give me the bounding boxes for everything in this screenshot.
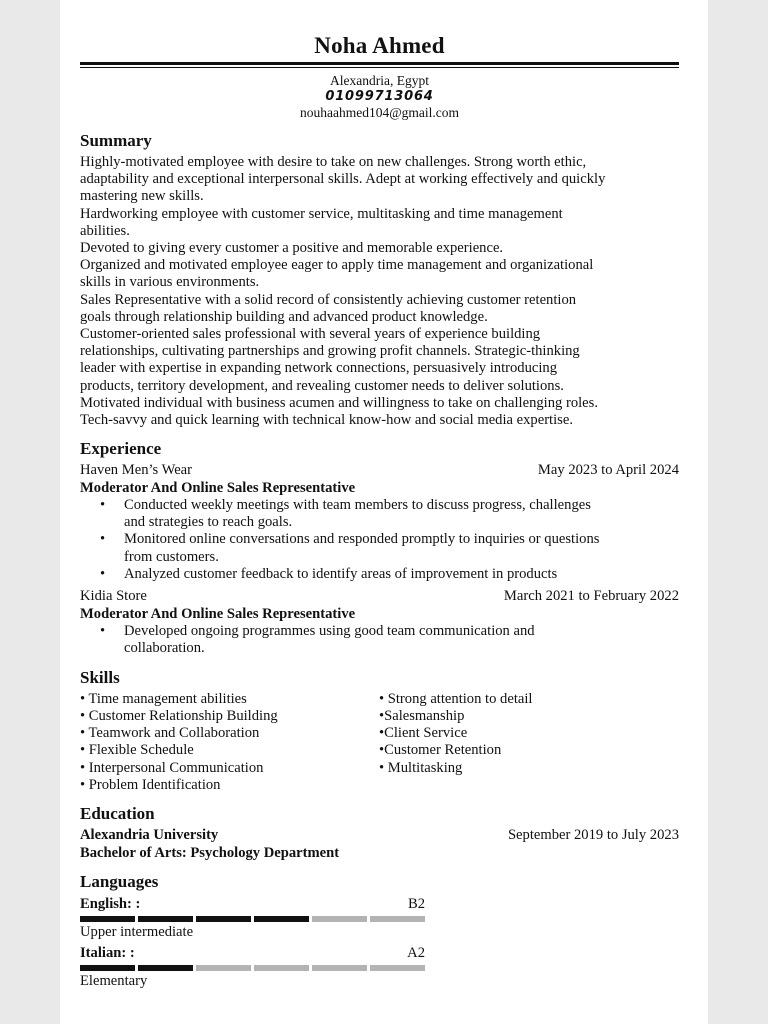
language-level: B2 xyxy=(407,895,425,912)
summary-line: Customer-oriented sales professional with several years of experience building xyxy=(80,326,541,343)
job-entry xyxy=(80,588,679,657)
job-header xyxy=(80,462,679,479)
language-name: Italian: : xyxy=(80,944,135,961)
skills-grid xyxy=(80,691,679,795)
job-company: Haven Men’s Wear xyxy=(80,462,193,479)
language-name: English: : xyxy=(80,895,141,912)
proficiency-segment-filled xyxy=(254,916,309,922)
skill-item: • Time management abilities xyxy=(80,690,247,707)
job-role: Moderator And Online Sales Representative xyxy=(80,479,356,496)
summary-line: adaptability and exceptional interpersonal skills. Adept at working effectively and quickly xyxy=(80,171,606,188)
summary-line: Hardworking employee with customer service, multitasking and time management xyxy=(80,205,563,222)
summary-line: Tech-savvy and quick learning with technical know-how and social media expertise. xyxy=(80,412,573,429)
proficiency-segment-empty xyxy=(312,965,367,971)
language-proficiency-bar xyxy=(80,965,425,971)
skill-item: • Problem Identification xyxy=(80,777,221,793)
summary-line: skills in various environments. xyxy=(80,274,260,291)
summary-line: Devoted to giving every customer a positive and memorable experience. xyxy=(80,240,504,257)
education-dates: September 2019 to July 2023 xyxy=(507,827,679,844)
language-proficiency-bar xyxy=(80,916,425,922)
candidate-name: Noha Ahmed xyxy=(314,33,445,58)
bullet-line: Developed ongoing programmes using good team communication and xyxy=(124,622,535,639)
summary-line: leader with expertise in expanding network connections, persuasively introducing xyxy=(80,360,557,377)
language-header xyxy=(80,945,425,962)
header-rule-thin xyxy=(80,67,679,68)
proficiency-segment-filled xyxy=(196,916,251,922)
skill-item: •Client Service xyxy=(379,725,468,742)
language-entry xyxy=(80,896,425,941)
proficiency-segment-empty xyxy=(254,965,309,971)
bullet-dot-icon: • xyxy=(100,531,106,548)
proficiency-segment-filled xyxy=(138,916,193,922)
summary-heading: Summary xyxy=(80,131,152,150)
skill-item: • Interpersonal Communication xyxy=(80,759,264,776)
education-degree: Bachelor of Arts: Psychology Department xyxy=(80,844,340,861)
job-header xyxy=(80,588,679,605)
proficiency-segment-empty xyxy=(196,965,251,971)
proficiency-segment-filled xyxy=(138,965,193,971)
job-company: Kidia Store xyxy=(80,588,147,605)
language-header xyxy=(80,896,425,913)
skill-item: • Multitasking xyxy=(379,759,463,776)
phone-text: 01099713064 xyxy=(325,89,434,104)
job-bullet xyxy=(100,566,679,583)
bullet-line: and strategies to reach goals. xyxy=(124,514,293,531)
proficiency-segment-empty xyxy=(312,916,367,922)
skills-column-left xyxy=(80,691,379,795)
education-heading: Education xyxy=(80,804,155,824)
summary-line: Sales Representative with a solid record of consistently achieving customer retention xyxy=(80,291,577,308)
summary-line: abilities. xyxy=(80,222,130,239)
skill-item: • Flexible Schedule xyxy=(80,742,194,759)
job-bullet xyxy=(100,496,679,532)
proficiency-segment-empty xyxy=(370,965,425,971)
job-dates: March 2021 to February 2022 xyxy=(503,588,679,605)
proficiency-segment-filled xyxy=(80,965,135,971)
education-header xyxy=(80,827,679,844)
education-school: Alexandria University xyxy=(80,827,219,844)
language-description: Elementary xyxy=(80,972,148,989)
job-bullets xyxy=(80,497,679,583)
bullet-line: Analyzed customer feedback to identify areas of improvement in products xyxy=(124,566,558,583)
job-role: Moderator And Online Sales Representative xyxy=(80,605,356,622)
bullet-dot-icon: • xyxy=(100,496,106,513)
skill-item: •Customer Retention xyxy=(379,742,502,759)
bullet-line: Conducted weekly meetings with team members to discuss progress, challenges xyxy=(124,496,591,513)
bullet-dot-icon: • xyxy=(100,566,106,583)
experience-heading: Experience xyxy=(80,439,162,459)
summary-line: relationships, cultivating partnerships and growing profit channels. Strategic-thinking xyxy=(80,343,580,360)
skill-item: • Strong attention to detail xyxy=(379,690,533,707)
job-bullets xyxy=(80,623,679,658)
proficiency-segment-filled xyxy=(80,916,135,922)
bullet-dot-icon: • xyxy=(100,622,106,639)
summary-line: mastering new skills. xyxy=(80,188,204,205)
skill-item: • Customer Relationship Building xyxy=(80,707,278,724)
summary-line: products, territory development, and revealing customer needs to deliver solutions. xyxy=(80,377,564,394)
skills-column-right xyxy=(379,691,679,795)
summary-line: goals through relationship building and advanced product knowledge. xyxy=(80,308,488,325)
email-text: nouhaahmed104@gmail.com xyxy=(299,105,460,120)
language-entry xyxy=(80,945,425,990)
skill-item: • Teamwork and Collaboration xyxy=(80,725,260,742)
bullet-line: collaboration. xyxy=(124,640,205,657)
language-level: A2 xyxy=(407,944,425,961)
bullet-line: Monitored online conversations and responded promptly to inquiries or questions xyxy=(124,531,600,548)
summary-line: Highly-motivated employee with desire to take on new challenges. Strong worth ethic, xyxy=(80,154,587,170)
job-dates: May 2023 to April 2024 xyxy=(537,462,679,479)
resume-content xyxy=(80,32,679,990)
skills-heading: Skills xyxy=(80,667,120,687)
job-bullet xyxy=(100,622,679,658)
header-rule-thick xyxy=(80,62,679,65)
job-entry xyxy=(80,462,679,583)
location-text: Alexandria, Egypt xyxy=(330,73,429,88)
resume-page xyxy=(60,0,708,1024)
language-description: Upper intermediate xyxy=(80,923,194,940)
languages-heading: Languages xyxy=(80,871,159,891)
job-bullet xyxy=(100,531,679,566)
proficiency-segment-empty xyxy=(370,916,425,922)
bullet-line: from customers. xyxy=(124,548,219,565)
contact-block xyxy=(80,73,679,121)
skill-item: •Salesmanship xyxy=(379,707,465,724)
summary-line: Organized and motivated employee eager to apply time management and organizational xyxy=(80,257,594,274)
summary-body xyxy=(80,154,679,429)
summary-line: Motivated individual with business acumen and willingness to take on challenging roles. xyxy=(80,394,598,411)
